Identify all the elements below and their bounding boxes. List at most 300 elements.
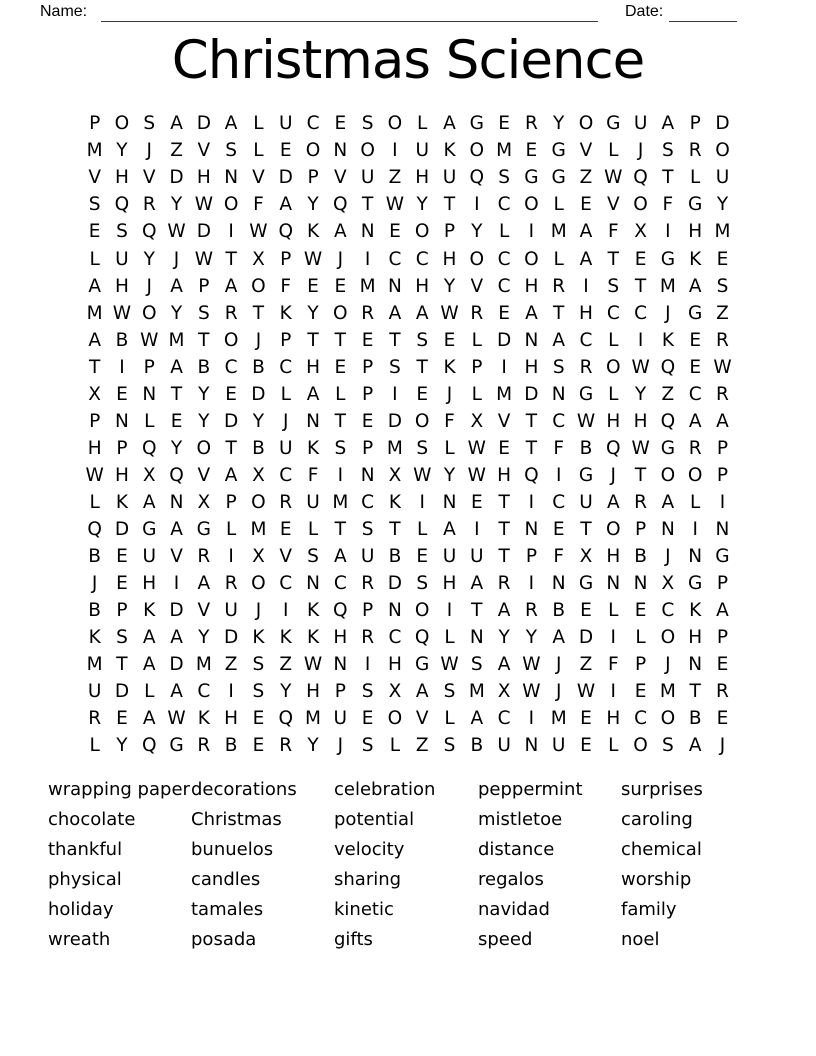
grid-cell: M	[86, 140, 103, 162]
grid-cell: X	[388, 681, 402, 703]
grid-cell: I	[719, 491, 726, 513]
grid-cell: Y	[416, 194, 428, 216]
grid-cell: L	[608, 140, 619, 162]
grid-cell: I	[474, 518, 480, 540]
grid-cell: O	[223, 194, 239, 216]
grid-cell: X	[252, 546, 265, 568]
grid-cell: L	[635, 627, 646, 649]
grid-cell: S	[361, 518, 374, 540]
grid-cell: H	[306, 681, 320, 703]
grid-cell: Z	[224, 654, 238, 676]
grid-cell: V	[470, 275, 484, 297]
grid-cell: Q	[524, 464, 539, 486]
grid-cell: M	[195, 654, 212, 676]
grid-cell: F	[607, 654, 619, 676]
grid-cell: U	[579, 491, 593, 513]
grid-cell: L	[225, 518, 237, 540]
grid-cell: E	[689, 356, 702, 378]
grid-cell: U	[115, 248, 129, 270]
grid-cell: A	[142, 654, 156, 676]
grid-cell: M	[659, 275, 676, 297]
grid-cell: S	[116, 221, 128, 243]
grid-cell: N	[469, 627, 484, 649]
word-list-item: tamales	[191, 898, 264, 920]
grid-cell: C	[661, 600, 675, 622]
grid-cell: D	[196, 113, 211, 135]
grid-cell: E	[552, 518, 565, 540]
grid-cell: R	[688, 437, 702, 459]
grid-cell: M	[714, 221, 731, 243]
grid-cell: C	[552, 491, 566, 513]
grid-cell: I	[528, 221, 535, 243]
grid-cell: S	[716, 275, 729, 297]
grid-cell: J	[173, 248, 180, 270]
grid-cell: Q	[333, 600, 348, 622]
grid-cell: I	[610, 681, 617, 703]
grid-cell: O	[196, 437, 212, 459]
word-list-item: candles	[191, 868, 261, 890]
grid-cell: M	[250, 518, 267, 540]
grid-cell: M	[496, 140, 513, 162]
grid-cell: G	[169, 735, 184, 757]
grid-cell: L	[690, 491, 701, 513]
grid-cell: Y	[198, 410, 210, 432]
grid-cell: Q	[278, 708, 293, 730]
grid-cell: H	[606, 708, 621, 730]
grid-cell: D	[578, 627, 594, 649]
grid-cell: G	[660, 437, 676, 459]
grid-cell: Y	[443, 275, 456, 297]
grid-cell: G	[524, 167, 539, 189]
grid-cell: A	[688, 275, 702, 297]
grid-cell: I	[228, 546, 234, 568]
grid-cell: H	[387, 654, 402, 676]
grid-cell: H	[688, 221, 703, 243]
grid-cell: K	[306, 600, 320, 622]
grid-cell: S	[470, 654, 483, 676]
grid-cell: P	[307, 167, 319, 189]
grid-cell: R	[552, 275, 566, 297]
grid-cell: H	[606, 546, 621, 568]
word-list-item: kinetic	[334, 898, 394, 920]
grid-cell: D	[251, 383, 266, 405]
grid-cell: G	[578, 573, 594, 595]
grid-cell: O	[633, 194, 648, 216]
grid-cell: L	[444, 627, 455, 649]
grid-cell: N	[660, 518, 675, 540]
grid-cell: P	[716, 573, 729, 595]
grid-cell: W	[194, 248, 213, 270]
grid-cell: T	[525, 410, 538, 432]
grid-cell: N	[333, 654, 348, 676]
grid-cell: A	[333, 221, 347, 243]
grid-cell: B	[88, 546, 101, 568]
grid-cell: B	[252, 437, 265, 459]
grid-cell: D	[169, 600, 184, 622]
grid-cell: F	[280, 275, 292, 297]
grid-cell: A	[552, 627, 566, 649]
grid-cell: A	[197, 573, 211, 595]
grid-cell: I	[364, 248, 371, 270]
grid-cell: H	[114, 275, 129, 297]
word-search-grid	[81, 111, 736, 760]
grid-cell: K	[306, 437, 320, 459]
grid-cell: H	[306, 356, 320, 378]
grid-cell: Y	[307, 735, 319, 757]
grid-cell: I	[392, 140, 398, 162]
grid-cell: I	[173, 573, 180, 595]
grid-cell: C	[606, 302, 620, 324]
grid-cell: A	[170, 681, 183, 703]
grid-cell: N	[551, 573, 566, 595]
grid-cell: O	[524, 194, 539, 216]
grid-cell: Q	[87, 518, 102, 540]
grid-cell: I	[528, 491, 535, 513]
grid-cell: A	[224, 464, 238, 486]
word-list-item: potential	[334, 808, 415, 830]
grid-cell: L	[389, 735, 401, 757]
grid-cell: O	[223, 329, 239, 351]
grid-cell: G	[142, 518, 157, 540]
grid-cell: D	[496, 329, 512, 351]
grid-cell: O	[114, 113, 130, 135]
grid-cell: P	[362, 600, 374, 622]
grid-cell: N	[688, 546, 703, 568]
grid-cell: C	[279, 464, 293, 486]
grid-cell: A	[142, 708, 156, 730]
grid-cell: I	[419, 491, 425, 513]
grid-cell: O	[469, 248, 485, 270]
grid-cell: I	[119, 356, 125, 378]
grid-cell: A	[306, 383, 320, 405]
grid-cell: B	[688, 708, 702, 730]
grid-cell: N	[387, 275, 402, 297]
grid-cell: K	[689, 248, 702, 270]
grid-cell: M	[550, 708, 567, 730]
grid-cell: A	[170, 113, 183, 135]
grid-cell: P	[716, 464, 729, 486]
grid-cell: A	[415, 302, 429, 324]
grid-cell: X	[252, 464, 265, 486]
grid-cell: U	[415, 140, 429, 162]
grid-cell: X	[388, 464, 402, 486]
grid-cell: I	[528, 573, 535, 595]
grid-cell: T	[88, 356, 101, 378]
grid-cell: P	[280, 329, 292, 351]
word-list-item: chocolate	[48, 808, 136, 830]
grid-cell: U	[87, 681, 102, 703]
word-list-item: decorations	[191, 779, 297, 800]
grid-cell: E	[279, 140, 292, 162]
grid-cell: C	[497, 275, 511, 297]
grid-cell: A	[661, 113, 675, 135]
grid-cell: N	[360, 464, 375, 486]
grid-cell: O	[414, 600, 430, 622]
grid-cell: B	[388, 546, 402, 568]
grid-cell: S	[197, 302, 210, 324]
grid-cell: U	[278, 437, 293, 459]
grid-cell: Y	[553, 113, 565, 135]
grid-cell: S	[143, 113, 156, 135]
word-list-item: Christmas	[191, 808, 282, 830]
grid-cell: M	[86, 654, 103, 676]
grid-cell: C	[497, 708, 511, 730]
grid-cell: D	[387, 573, 403, 595]
grid-cell: A	[142, 627, 156, 649]
grid-cell: E	[470, 491, 483, 513]
grid-cell: P	[635, 654, 647, 676]
grid-cell: T	[498, 491, 510, 513]
grid-cell: T	[525, 437, 538, 459]
grid-cell: I	[392, 383, 398, 405]
grid-cell: L	[471, 383, 482, 405]
grid-cell: U	[142, 546, 157, 568]
grid-cell: K	[388, 491, 401, 513]
grid-cell: H	[524, 356, 539, 378]
grid-cell: A	[415, 681, 429, 703]
grid-cell: P	[716, 627, 729, 649]
grid-cell: Y	[170, 302, 183, 324]
word-list-item: holiday	[48, 898, 114, 920]
grid-cell: U	[470, 546, 484, 568]
word-list-item: worship	[621, 868, 692, 890]
grid-cell: X	[470, 410, 484, 432]
grid-cell: T	[225, 437, 237, 459]
grid-cell: R	[197, 546, 211, 568]
word-list-column	[334, 775, 478, 954]
grid-cell: V	[252, 167, 265, 189]
grid-cell: N	[333, 140, 348, 162]
grid-cell: E	[416, 383, 429, 405]
grid-cell: O	[633, 735, 648, 757]
grid-cell: E	[634, 600, 647, 622]
grid-cell: I	[228, 221, 234, 243]
grid-cell: Y	[307, 302, 319, 324]
grid-cell: X	[497, 681, 511, 703]
grid-cell: O	[251, 275, 266, 297]
grid-cell: X	[88, 383, 101, 405]
grid-cell: U	[551, 735, 566, 757]
grid-cell: W	[713, 356, 732, 378]
grid-cell: Q	[633, 167, 648, 189]
grid-cell: S	[662, 140, 674, 162]
grid-cell: E	[498, 302, 510, 324]
grid-cell: J	[91, 573, 98, 595]
word-list-item: physical	[48, 868, 122, 890]
grid-cell: L	[253, 113, 264, 135]
grid-cell: I	[501, 356, 507, 378]
grid-cell: W	[167, 221, 186, 243]
grid-cell: A	[170, 518, 183, 540]
grid-cell: T	[307, 329, 319, 351]
grid-cell: S	[498, 167, 510, 189]
grid-cell: W	[303, 654, 323, 676]
grid-cell: S	[252, 681, 265, 703]
grid-cell: U	[497, 735, 511, 757]
name-label: Name:	[40, 3, 88, 20]
grid-cell: V	[415, 708, 429, 730]
grid-cell: K	[689, 600, 702, 622]
grid-cell: Y	[170, 437, 183, 459]
grid-cell: E	[443, 329, 456, 351]
grid-cell: Z	[388, 167, 402, 189]
grid-cell: Y	[471, 221, 483, 243]
grid-cell: I	[337, 464, 344, 486]
grid-cell: E	[716, 248, 729, 270]
grid-cell: T	[634, 275, 647, 297]
grid-cell: I	[637, 329, 644, 351]
grid-cell: E	[88, 221, 101, 243]
grid-cell: G	[551, 167, 566, 189]
grid-cell: W	[467, 464, 486, 486]
grid-cell: Q	[660, 356, 676, 378]
grid-cell: D	[715, 113, 730, 135]
grid-cell: E	[252, 735, 265, 757]
grid-cell: T	[580, 518, 592, 540]
grid-cell: A	[170, 627, 183, 649]
grid-cell: K	[197, 708, 210, 730]
grid-cell: T	[498, 518, 510, 540]
grid-cell: E	[634, 681, 647, 703]
grid-cell: D	[387, 410, 403, 432]
grid-cell: J	[665, 546, 671, 568]
grid-cell: P	[443, 221, 456, 243]
grid-cell: H	[497, 464, 512, 486]
grid-cell: E	[116, 383, 128, 405]
grid-cell: S	[334, 437, 347, 459]
grid-cell: I	[555, 464, 562, 486]
grid-cell: A	[716, 410, 729, 432]
grid-cell: P	[89, 410, 101, 432]
grid-cell: W	[631, 356, 650, 378]
grid-cell: H	[579, 302, 593, 324]
grid-cell: F	[553, 546, 565, 568]
grid-cell: A	[142, 491, 156, 513]
word-list-item: thankful	[48, 838, 123, 860]
grid-cell: P	[280, 248, 292, 270]
grid-cell: N	[442, 491, 457, 513]
grid-cell: A	[170, 356, 183, 378]
grid-cell: B	[252, 356, 265, 378]
grid-cell: B	[197, 356, 211, 378]
grid-cell: M	[496, 383, 513, 405]
grid-cell: U	[278, 113, 293, 135]
grid-cell: K	[661, 329, 674, 351]
grid-cell: L	[144, 681, 155, 703]
grid-cell: A	[443, 113, 456, 135]
grid-cell: Y	[198, 383, 210, 405]
grid-cell: E	[116, 573, 128, 595]
grid-cell: V	[279, 546, 293, 568]
grid-cell: S	[361, 681, 374, 703]
grid-cell: A	[443, 518, 456, 540]
grid-cell: X	[252, 248, 265, 270]
grid-cell: K	[443, 140, 456, 162]
grid-cell: T	[334, 329, 346, 351]
grid-cell: D	[169, 167, 184, 189]
grid-cell: Y	[198, 627, 210, 649]
grid-cell: W	[576, 410, 596, 432]
grid-cell: G	[688, 573, 703, 595]
grid-cell: Y	[116, 140, 128, 162]
grid-cell: R	[197, 735, 211, 757]
grid-cell: G	[688, 194, 703, 216]
grid-cell: A	[333, 546, 347, 568]
grid-cell: J	[610, 464, 617, 486]
grid-cell: C	[497, 194, 511, 216]
grid-cell: W	[167, 708, 186, 730]
date-fill-line	[669, 21, 737, 22]
grid-cell: Y	[716, 194, 729, 216]
grid-cell: I	[282, 600, 289, 622]
grid-cell: L	[280, 383, 291, 405]
grid-cell: A	[170, 275, 183, 297]
grid-cell: Q	[141, 437, 157, 459]
grid-cell: N	[387, 600, 402, 622]
grid-cell: X	[634, 221, 647, 243]
grid-cell: Y	[498, 627, 510, 649]
grid-cell: L	[608, 383, 619, 405]
grid-cell: V	[197, 140, 211, 162]
grid-cell: P	[471, 356, 483, 378]
grid-cell: K	[306, 221, 320, 243]
grid-cell: O	[687, 464, 703, 486]
grid-cell: Q	[414, 627, 430, 649]
word-list-item: celebration	[334, 779, 436, 800]
grid-cell: C	[688, 383, 702, 405]
grid-cell: W	[522, 654, 541, 676]
grid-cell: L	[335, 383, 346, 405]
word-list-item: peppermint	[478, 779, 583, 800]
grid-cell: H	[442, 573, 457, 595]
word-list-item: wreath	[48, 928, 111, 950]
grid-cell: T	[361, 194, 374, 216]
grid-cell: S	[662, 735, 674, 757]
grid-cell: R	[716, 681, 729, 703]
grid-cell: Q	[606, 437, 621, 459]
grid-cell: A	[716, 600, 729, 622]
grid-cell: J	[555, 681, 562, 703]
grid-cell: H	[114, 464, 129, 486]
grid-cell: S	[552, 356, 565, 378]
grid-cell: A	[470, 573, 484, 595]
grid-cell: M	[659, 681, 676, 703]
grid-cell: A	[579, 221, 593, 243]
grid-cell: Q	[333, 194, 348, 216]
grid-cell: E	[498, 113, 510, 135]
grid-cell: W	[522, 681, 541, 703]
grid-cell: J	[719, 735, 726, 757]
grid-cell: P	[362, 356, 374, 378]
grid-cell: C	[333, 573, 347, 595]
grid-cell: W	[604, 167, 623, 189]
grid-cell: G	[606, 113, 621, 135]
grid-cell: E	[225, 383, 237, 405]
grid-cell: A	[224, 275, 238, 297]
word-list-item: navidad	[478, 898, 550, 920]
grid-cell: G	[578, 464, 594, 486]
grid-cell: T	[170, 383, 183, 405]
grid-cell: Q	[469, 167, 485, 189]
grid-cell: O	[414, 410, 430, 432]
grid-cell: W	[413, 464, 432, 486]
grid-cell: O	[141, 302, 157, 324]
grid-cell: L	[553, 248, 564, 270]
grid-cell: W	[467, 437, 486, 459]
grid-cell: R	[361, 627, 375, 649]
grid-cell: E	[361, 410, 374, 432]
grid-cell: F	[253, 194, 264, 216]
